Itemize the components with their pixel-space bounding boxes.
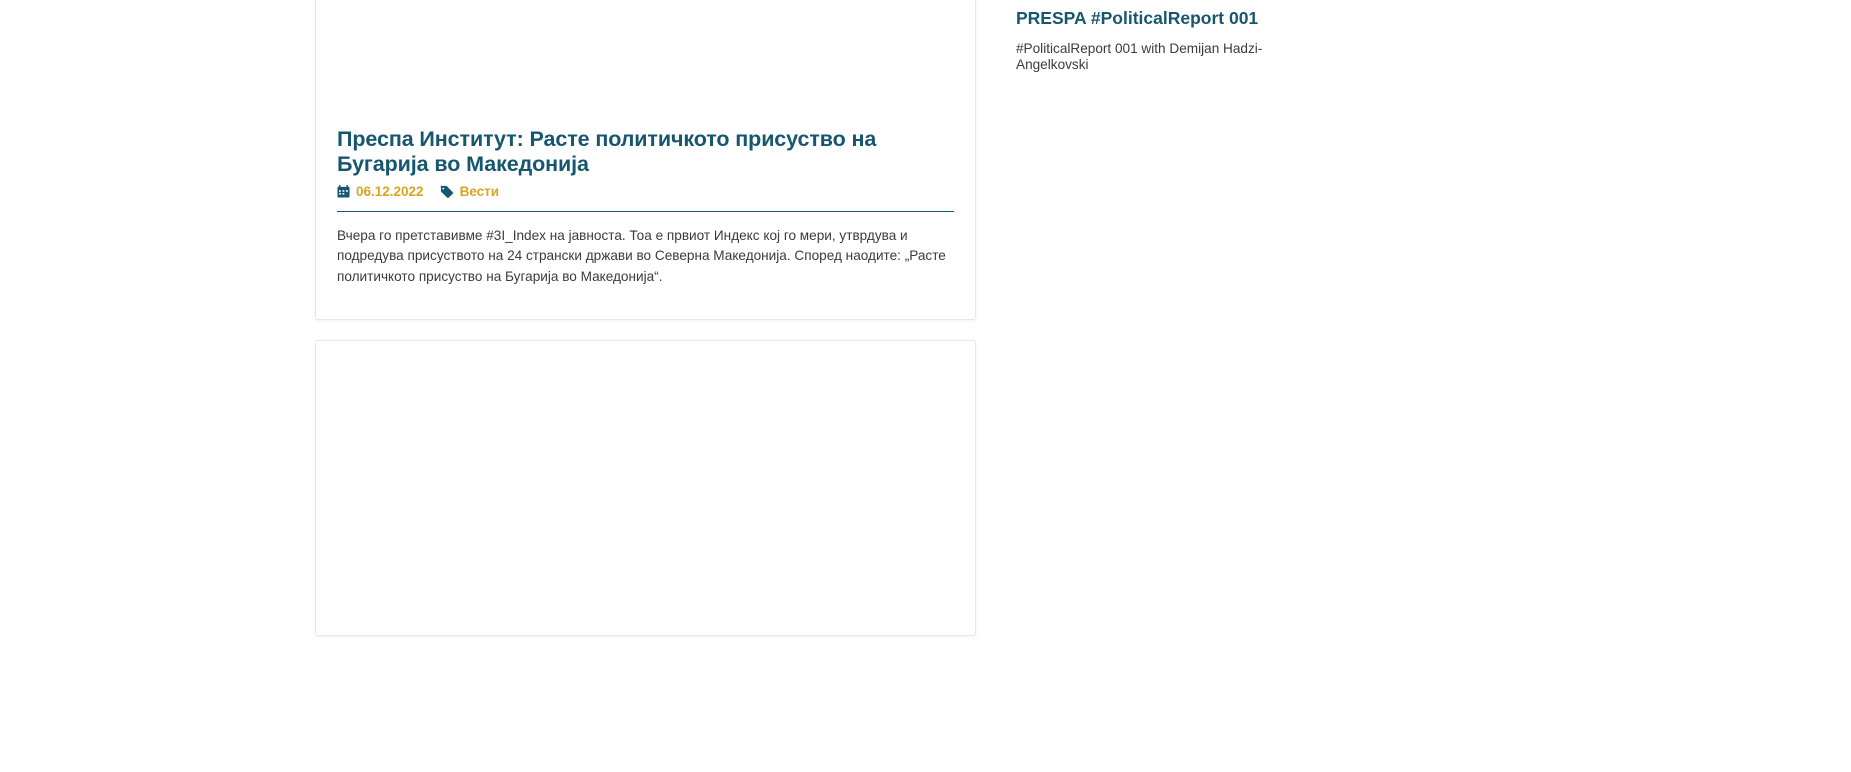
calendar-icon (337, 185, 350, 198)
article-title-link[interactable]: Преспа Институт: Расте политичкото присуство на Бугарија во Македонија (337, 127, 877, 177)
article-category-text: Вести (459, 183, 500, 199)
article-date-text: 06.12.2022 (356, 183, 424, 199)
sidebar-featured-widget (1016, 0, 1276, 87)
column-divider (976, 0, 977, 772)
article-thumbnail[interactable] (316, 0, 975, 127)
article-date[interactable] (337, 184, 424, 199)
article-category[interactable] (440, 184, 500, 199)
article-thumbnail[interactable] (316, 341, 975, 611)
article-body (316, 617, 975, 635)
sidebar-featured-title[interactable]: PRESPA #PoliticalReport 001 (1016, 8, 1259, 28)
tag-icon (440, 185, 454, 198)
article-card[interactable] (315, 0, 976, 320)
article-meta (337, 184, 954, 212)
article-body (316, 127, 975, 319)
article-excerpt: Вчера го претставивме #3I_Index на јавноста. Тоа е првиот Индекс кој го мери, утврдува и подредува присуството на 24 странски држави во Северна Македонија. Според наодите: „Расте политичкото присуство на Бугарија во Македонија“. (337, 227, 946, 285)
article-card[interactable] (315, 340, 976, 636)
article-list (315, 0, 976, 656)
sidebar-featured-description: #PoliticalReport 001 with Demijan Hadzi-Angelkovski (1016, 40, 1263, 73)
